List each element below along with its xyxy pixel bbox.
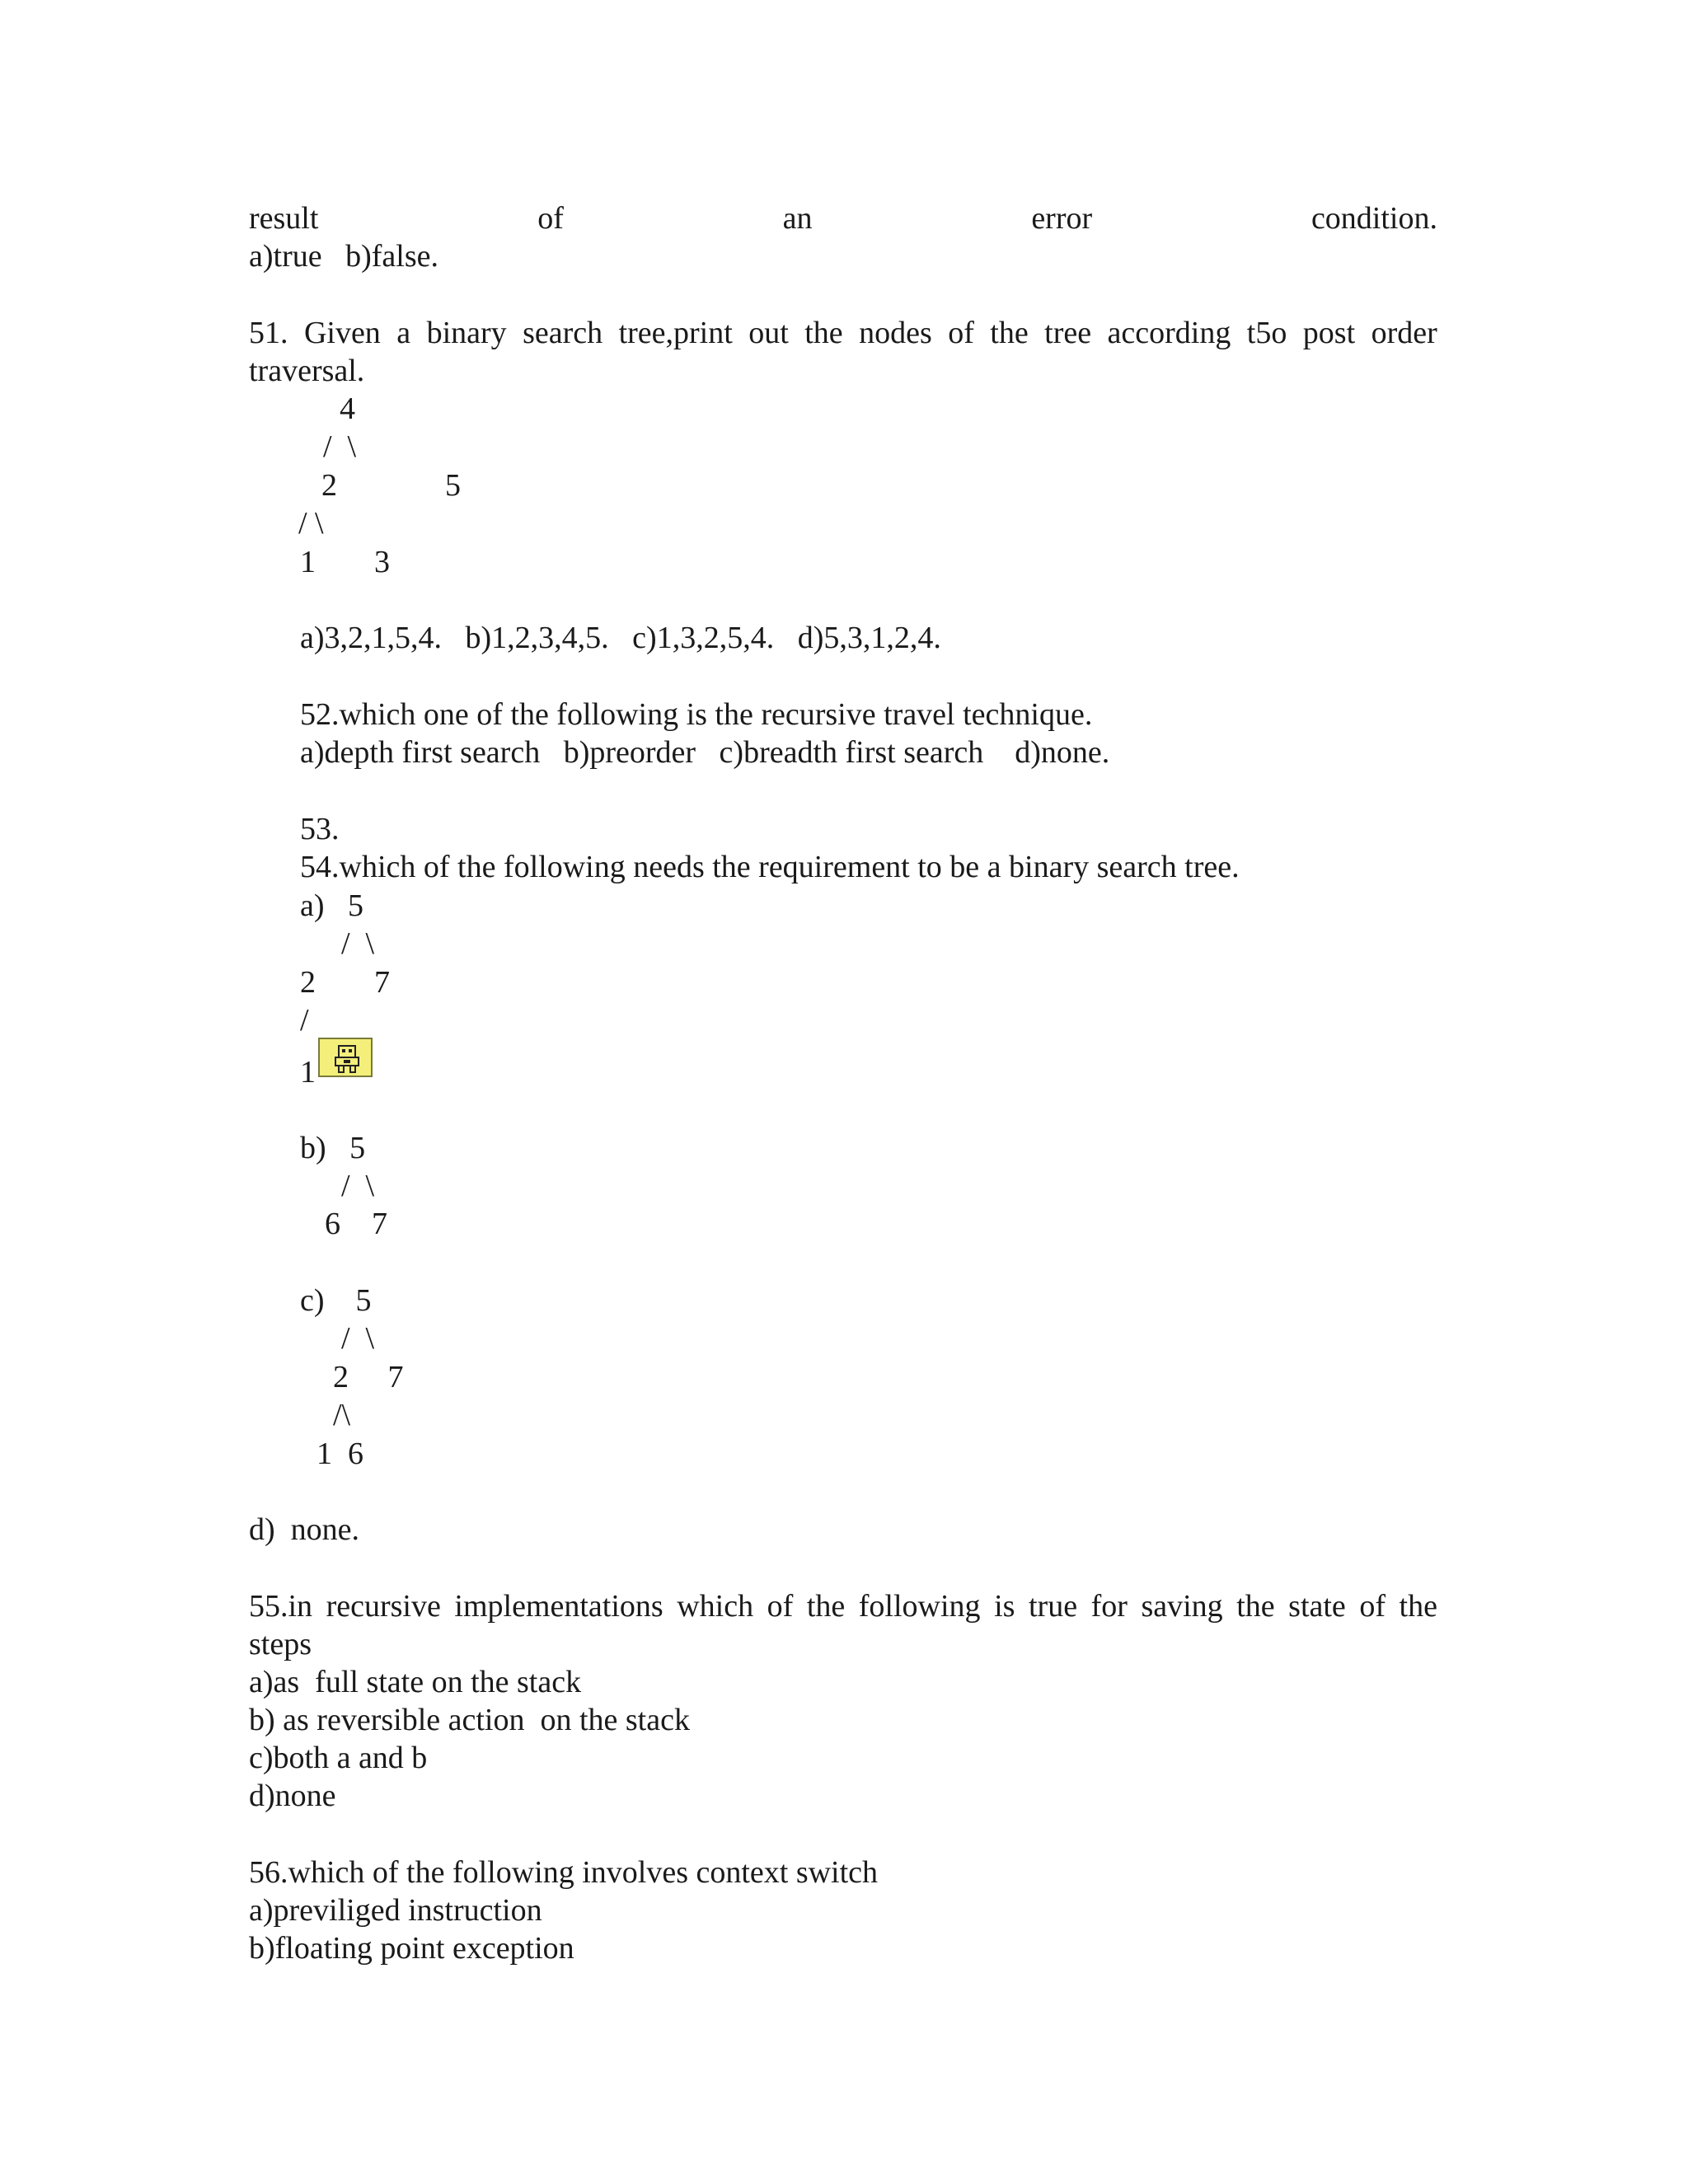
q51-tree-node-right: 5: [445, 468, 461, 503]
q54-option-a-branch2: /: [300, 1003, 309, 1038]
q51-word: of: [948, 316, 974, 350]
robot-stamp-icon: [318, 1038, 373, 1077]
q55-option-d: d)none: [249, 1779, 336, 1813]
q55-word: the: [1236, 1589, 1275, 1624]
q54-option-a-left: 2: [300, 965, 316, 1000]
q51-question-line1: [249, 314, 1437, 352]
q52-options: a)depth first search b)preorder c)breadth first search d)none.: [300, 735, 1110, 770]
q55-word: following: [858, 1589, 981, 1624]
q50-word: result: [249, 201, 319, 236]
q51-tree-root: 4: [340, 391, 355, 426]
q56-option-b: b)floating point exception: [249, 1931, 574, 1966]
q55-option-c: c)both a and b: [249, 1741, 428, 1775]
q51-word: 51.: [249, 316, 288, 350]
q51-tree-branch1: / \: [323, 429, 357, 464]
q54-option-c-label: c) 5: [300, 1283, 372, 1318]
q50-word: error: [1031, 201, 1093, 236]
q55-word: recursive: [326, 1589, 441, 1624]
q51-options: a)3,2,1,5,4. b)1,2,3,4,5. c)1,3,2,5,4. d)5,3,1,2,4.: [300, 621, 941, 655]
q51-word: Given: [303, 316, 381, 350]
q55-question-line1: [249, 1587, 1437, 1625]
q53-number: 53.: [300, 812, 340, 846]
q51-tree-leaf-left: 1: [300, 545, 316, 579]
q51-word: tree,print: [618, 316, 733, 350]
q51-tree-branch2: / \: [298, 506, 324, 541]
q51-tree-leaf-right: 3: [374, 545, 390, 579]
q51-question-line2: traversal.: [249, 354, 365, 388]
q56-option-a: a)previliged instruction: [249, 1893, 542, 1928]
q55-word: of: [1359, 1589, 1386, 1624]
q55-word: of: [767, 1589, 794, 1624]
q50-word: condition.: [1311, 201, 1437, 236]
q50-word: of: [537, 201, 564, 236]
q51-word: the: [804, 316, 843, 350]
q51-word: search: [523, 316, 603, 350]
q50-options: a)true b)false.: [249, 239, 438, 274]
q54-option-c-leaves: 1 6: [316, 1436, 363, 1471]
q54-option-a-label: a) 5: [300, 888, 364, 923]
q51-word: a: [396, 316, 411, 350]
q51-word: out: [748, 316, 789, 350]
q54-option-b-branch: / \: [341, 1169, 375, 1203]
q54-option-a-right: 7: [374, 965, 390, 1000]
q54-option-c-branch: / \: [341, 1321, 375, 1356]
q55-option-b: b) as reversible action on the stack: [249, 1703, 690, 1737]
q51-word: order: [1371, 316, 1437, 350]
q55-word: for: [1090, 1589, 1128, 1624]
q54-option-c-branch2: /\: [333, 1398, 351, 1432]
q55-word: which: [677, 1589, 754, 1624]
q54-option-d: d) none.: [249, 1512, 360, 1547]
q55-question-line2: steps: [249, 1627, 312, 1661]
q51-word: binary: [426, 316, 507, 350]
q55-word: is: [994, 1589, 1015, 1624]
q51-word: according: [1107, 316, 1231, 350]
q56-question: 56.which of the following involves context switch: [249, 1855, 879, 1890]
q55-word: the: [806, 1589, 846, 1624]
q55-word: the: [1399, 1589, 1437, 1624]
q54-question: 54.which of the following needs the requirement to be a binary search tree.: [300, 850, 1240, 884]
q51-tree-node-left: 2: [321, 468, 337, 503]
q54-option-b-label: b) 5: [300, 1131, 366, 1165]
q51-word: t5o: [1246, 316, 1287, 350]
q54-option-c-children: 2 7: [333, 1360, 404, 1394]
q50-continuation-line: [249, 199, 1437, 237]
q55-word: 55.in: [249, 1589, 313, 1624]
q55-option-a: a)as full state on the stack: [249, 1665, 582, 1699]
q50-word: an: [782, 201, 813, 236]
q51-word: the: [990, 316, 1029, 350]
q55-word: state: [1288, 1589, 1346, 1624]
q54-option-a-branch: / \: [341, 926, 375, 961]
robot-icon: [332, 1044, 362, 1074]
q55-word: true: [1028, 1589, 1078, 1624]
q51-word: nodes: [859, 316, 932, 350]
q52-question: 52.which one of the following is the recursive travel technique.: [300, 697, 1093, 732]
q54-option-a-leaf: 1: [300, 1055, 316, 1090]
q51-word: tree: [1044, 316, 1092, 350]
q55-word: saving: [1141, 1589, 1223, 1624]
q54-option-b-children: 6 7: [325, 1207, 387, 1241]
q51-word: post: [1302, 316, 1356, 350]
q55-word: implementations: [454, 1589, 663, 1624]
